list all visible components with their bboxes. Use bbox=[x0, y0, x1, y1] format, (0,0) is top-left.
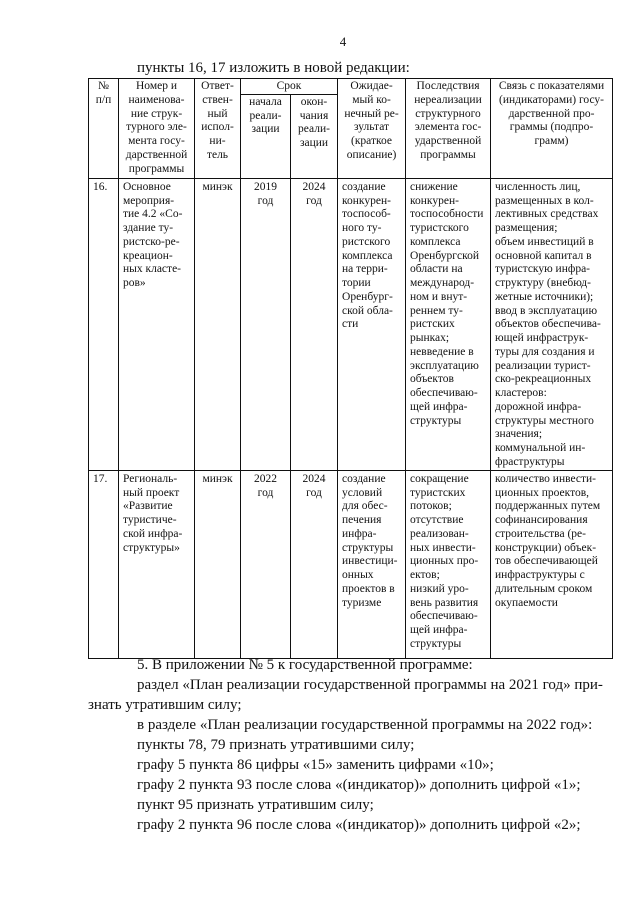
cell-line: численность лиц, bbox=[495, 180, 581, 193]
body-text bbox=[88, 655, 618, 835]
cell-line: 16. bbox=[93, 180, 108, 193]
cell-line: размещенных в кол- bbox=[495, 194, 594, 207]
cell-line: мента госу- bbox=[128, 135, 185, 147]
header-term-label: Срок bbox=[276, 80, 302, 92]
cell-line: сти bbox=[342, 318, 359, 331]
cell-expected-result bbox=[338, 470, 406, 658]
cell-line: 17. bbox=[93, 472, 108, 485]
cell-consequences bbox=[406, 470, 491, 658]
cell-indicators bbox=[491, 470, 613, 658]
cell-line: ционных про- bbox=[410, 555, 479, 568]
cell-line: количество инвести- bbox=[495, 472, 596, 485]
cell-line: ристского bbox=[342, 235, 391, 248]
cell-line: Последствия bbox=[416, 80, 480, 92]
cell-line: дарственной про- bbox=[508, 107, 595, 120]
cell-line: окон- bbox=[300, 95, 328, 108]
cell-line: туристского bbox=[410, 222, 469, 234]
cell-line: Номер и bbox=[136, 80, 177, 92]
paragraph-line: знать утратившим силу; bbox=[88, 697, 242, 713]
cell-line: невведение в bbox=[410, 345, 474, 358]
cell-line: ской обла- bbox=[342, 304, 393, 317]
cell-line: граммы (подпро- bbox=[509, 121, 594, 134]
cell-line: 2019 bbox=[254, 180, 277, 193]
cell-line: № bbox=[98, 80, 109, 92]
cell-line: фраструктуры bbox=[495, 455, 565, 468]
page-number: 4 bbox=[339, 34, 347, 49]
cell-line: туризме bbox=[342, 596, 382, 609]
cell-line: ющей инфраструк- bbox=[495, 332, 589, 344]
header-term bbox=[241, 79, 338, 95]
cell-line: программы bbox=[420, 148, 476, 161]
cell-line: основной капитал в bbox=[495, 249, 592, 262]
cell-line: год bbox=[257, 486, 274, 499]
cell-line: тоспособности bbox=[410, 208, 484, 221]
cell-line: конкурен- bbox=[342, 194, 391, 207]
cell-line: ско-рекреационных bbox=[495, 373, 592, 386]
cell-line: отсутствие bbox=[410, 514, 464, 526]
cell-line: инфраструктуры с bbox=[495, 569, 585, 581]
header-indicators bbox=[491, 79, 613, 179]
cell-start-year bbox=[241, 470, 291, 658]
cell-line: реали- bbox=[298, 123, 330, 136]
cell-line: щей инфра- bbox=[410, 624, 468, 636]
cell-line: комплекса bbox=[410, 235, 461, 248]
cell-line: «Развитие bbox=[123, 500, 173, 513]
cell-line: ционных проектов, bbox=[495, 486, 589, 499]
cell-line: онных bbox=[342, 569, 374, 581]
cell-line: минэк bbox=[202, 472, 233, 485]
cell-line: печения bbox=[342, 514, 382, 526]
cell-line: окупаемости bbox=[495, 596, 558, 609]
cell-line: грамм) bbox=[534, 135, 569, 147]
cell-line: ров» bbox=[123, 277, 146, 289]
cell-line: структурного bbox=[415, 107, 481, 120]
cell-line: 2024 bbox=[302, 472, 326, 485]
paragraph-line: 5. В приложении № 5 к государственной программе: bbox=[137, 657, 473, 673]
cell-executor bbox=[195, 470, 241, 658]
cell-line: Оренбургской bbox=[410, 249, 479, 262]
cell-line: Региональ- bbox=[123, 472, 178, 485]
cell-line: элемента гос- bbox=[414, 121, 482, 134]
cell-name bbox=[119, 470, 195, 658]
cell-line: начала bbox=[249, 95, 282, 108]
cell-start-year bbox=[241, 178, 291, 470]
cell-line: дарственной bbox=[125, 148, 188, 161]
cell-line: тие 4.2 «Со- bbox=[123, 208, 183, 221]
cell-line: ударственной bbox=[414, 135, 482, 147]
cell-line: реализован- bbox=[410, 527, 469, 540]
header-executor bbox=[195, 79, 241, 179]
cell-line: (индикаторами) госу- bbox=[499, 93, 604, 106]
cell-line: год bbox=[257, 194, 274, 207]
table-row bbox=[89, 470, 613, 658]
cell-line: кластеров: bbox=[495, 387, 547, 399]
cell-line: создание bbox=[342, 180, 386, 193]
cell-line: создание bbox=[342, 472, 386, 485]
cell-line: реализации турист- bbox=[495, 359, 591, 372]
header-consequences bbox=[406, 79, 491, 179]
cell-indicators bbox=[491, 178, 613, 470]
cell-line: ном и внут- bbox=[410, 290, 468, 303]
cell-line: обеспечиваю- bbox=[410, 610, 478, 623]
paragraph-line: пункт 95 признать утратившим силу; bbox=[137, 797, 374, 813]
cell-line: коммунальной ин- bbox=[495, 442, 586, 454]
cell-line: конструкции) объек- bbox=[495, 541, 597, 554]
cell-line: ный bbox=[207, 107, 228, 120]
cell-line: объем инвестиций в bbox=[495, 235, 594, 248]
cell-number bbox=[89, 178, 119, 470]
cell-line: Ожидае- bbox=[350, 80, 393, 92]
cell-line: значения; bbox=[495, 428, 543, 441]
cell-line: тель bbox=[206, 148, 229, 161]
cell-line: 2024 bbox=[302, 180, 326, 193]
cell-line: зации bbox=[251, 123, 280, 136]
cell-line: описание) bbox=[346, 148, 397, 161]
cell-line: ние струк- bbox=[130, 107, 183, 120]
cell-line: жетные источники); bbox=[495, 290, 594, 303]
table-row bbox=[89, 178, 613, 470]
header-number bbox=[89, 79, 119, 179]
cell-line: ввод в эксплуатацию bbox=[495, 304, 598, 317]
cell-end-year bbox=[291, 178, 338, 470]
cell-line: здание ту- bbox=[123, 222, 174, 234]
paragraph-line: пункты 78, 79 признать утратившими силу; bbox=[137, 737, 415, 753]
paragraph-line: графу 5 пункта 86 цифры «15» заменить цифрами «10»; bbox=[137, 757, 494, 773]
cell-line: для обес- bbox=[342, 500, 388, 513]
cell-line: 2022 bbox=[254, 472, 277, 485]
cell-line: Связь с показателями bbox=[498, 80, 605, 92]
cell-line: год bbox=[306, 194, 322, 207]
cell-line: Ответ- bbox=[201, 80, 234, 92]
header-start bbox=[241, 94, 291, 178]
cell-line: ристско-ре- bbox=[123, 235, 180, 248]
header-end bbox=[291, 94, 338, 178]
cell-line: ствен- bbox=[202, 93, 233, 106]
cell-line: щей инфра- bbox=[410, 400, 468, 413]
table-header-row bbox=[89, 79, 613, 95]
cell-line: мый ко- bbox=[352, 93, 391, 106]
header-name bbox=[119, 79, 195, 179]
cell-line: инвестици- bbox=[342, 555, 398, 568]
cell-line: условий bbox=[342, 486, 383, 499]
cell-line: туристских bbox=[410, 486, 466, 499]
cell-line: структуры местного bbox=[495, 414, 594, 427]
cell-line: объектов обеспечива- bbox=[495, 318, 601, 331]
cell-line: тоспособ- bbox=[342, 208, 391, 221]
cell-line: минэк bbox=[202, 180, 233, 193]
cell-line: вень развития bbox=[410, 596, 479, 609]
cell-line: лективных средствах bbox=[495, 208, 599, 221]
cell-line: туры для создания и bbox=[495, 345, 595, 358]
cell-line: реали- bbox=[249, 109, 282, 122]
cell-line: размещения; bbox=[495, 222, 558, 234]
cell-line: структуры bbox=[342, 541, 394, 554]
cell-line: ристских bbox=[410, 318, 455, 331]
cell-line: наименова- bbox=[128, 93, 185, 106]
cell-line: эксплуатацию bbox=[410, 359, 479, 372]
cell-line: тов обеспечивающей bbox=[495, 555, 598, 568]
cell-executor bbox=[195, 178, 241, 470]
paragraph-line: раздел «План реализации государственной программы на 2021 год» при- bbox=[137, 677, 603, 693]
cell-line: сокращение bbox=[410, 472, 469, 485]
cell-line: на терри- bbox=[342, 263, 388, 276]
cell-line: ни- bbox=[209, 135, 226, 147]
cell-line: зультат bbox=[353, 121, 390, 134]
paragraph-line: в разделе «План реализации государственной программы на 2022 год»: bbox=[137, 717, 593, 733]
cell-line: проектов в bbox=[342, 582, 395, 595]
cell-line: конкурен- bbox=[410, 194, 459, 207]
cell-line: структуры bbox=[410, 637, 462, 650]
cell-expected-result bbox=[338, 178, 406, 470]
cell-line: потоков; bbox=[410, 500, 452, 513]
cell-line: турного эле- bbox=[126, 121, 187, 134]
cell-line: объектов bbox=[410, 373, 454, 386]
cell-end-year bbox=[291, 470, 338, 658]
cell-line: Оренбург- bbox=[342, 290, 393, 303]
cell-line: реннем ту- bbox=[410, 304, 463, 317]
cell-consequences bbox=[406, 178, 491, 470]
cell-line: туристиче- bbox=[123, 514, 177, 526]
cell-line: структуры» bbox=[123, 541, 180, 554]
cell-line: международ- bbox=[410, 277, 475, 289]
cell-line: Основное bbox=[123, 180, 171, 193]
cell-line: софинансирования bbox=[495, 514, 588, 526]
cell-line: нечный ре- bbox=[344, 107, 399, 120]
cell-line: п/п bbox=[95, 93, 112, 106]
cell-line: поддержанных путем bbox=[495, 500, 601, 513]
cell-line: дорожной инфра- bbox=[495, 400, 582, 413]
cell-line: области на bbox=[410, 263, 463, 276]
cell-line: мероприя- bbox=[123, 194, 175, 207]
cell-line: строительства (ре- bbox=[495, 527, 586, 540]
cell-line: нереализации bbox=[414, 93, 482, 106]
cell-line: ных инвести- bbox=[410, 541, 476, 554]
paragraph-line: графу 2 пункта 96 после слова «(индикатор)» дополнить цифрой «2»; bbox=[137, 817, 581, 833]
cell-line: инфра- bbox=[342, 527, 377, 540]
cell-line: длительным сроком bbox=[495, 582, 593, 595]
cell-line: тории bbox=[342, 277, 371, 289]
cell-line: комплекса bbox=[342, 249, 393, 262]
cell-line: рынках; bbox=[410, 332, 450, 344]
cell-number bbox=[89, 470, 119, 658]
cell-name bbox=[119, 178, 195, 470]
cell-line: испол- bbox=[201, 121, 234, 134]
cell-line: ный проект bbox=[123, 486, 180, 499]
cell-line: снижение bbox=[410, 180, 458, 193]
paragraph-line: графу 2 пункта 93 после слова «(индикатор)» дополнить цифрой «1»; bbox=[137, 777, 581, 793]
cell-line: структуры bbox=[410, 414, 462, 427]
cell-line: зации bbox=[299, 137, 329, 149]
cell-line: программы bbox=[128, 162, 185, 175]
cell-line: креацион- bbox=[123, 249, 173, 262]
cell-line: обеспечиваю- bbox=[410, 387, 478, 399]
cell-line: (краткое bbox=[351, 135, 393, 147]
cell-line: ектов; bbox=[410, 569, 440, 581]
cell-line: ской инфра- bbox=[123, 527, 183, 540]
cell-line: ных класте- bbox=[123, 263, 181, 276]
cell-line: чания bbox=[299, 109, 329, 122]
cell-line: структуру (внебюд- bbox=[495, 277, 591, 289]
cell-line: низкий уро- bbox=[410, 582, 469, 595]
cell-line: год bbox=[306, 486, 322, 499]
cell-line: ного ту- bbox=[342, 222, 382, 234]
program-table bbox=[88, 78, 613, 659]
cell-line: туристскую инфра- bbox=[495, 263, 591, 276]
header-expected-result bbox=[338, 79, 406, 179]
intro-line: пункты 16, 17 изложить в новой редакции: bbox=[137, 60, 410, 76]
